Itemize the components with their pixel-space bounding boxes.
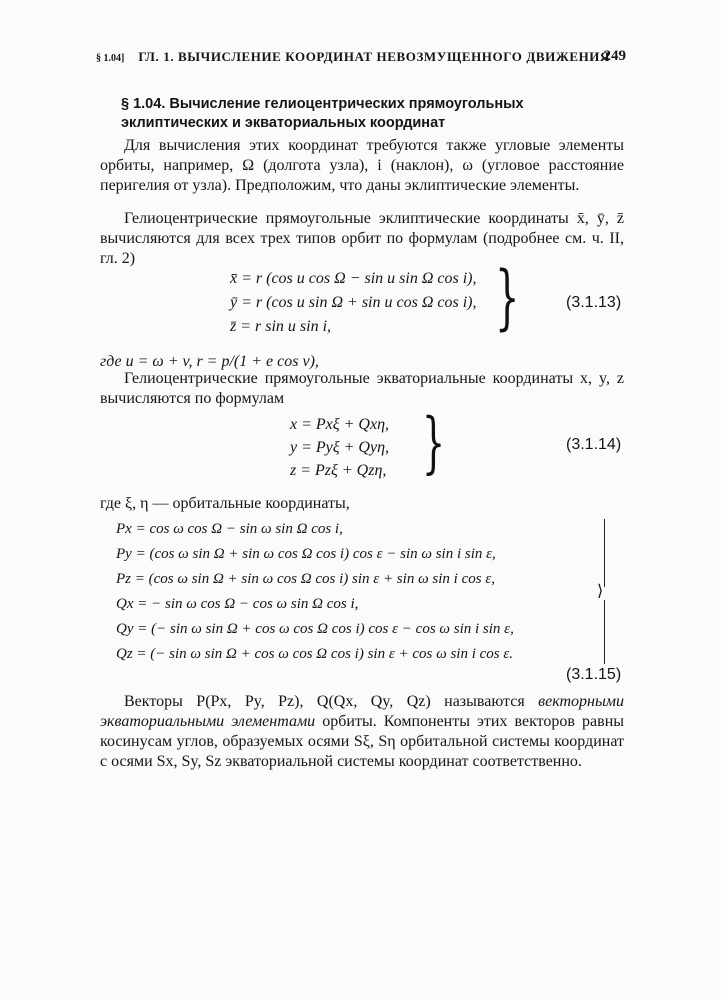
equation-line: Qy = (− sin ω sin Ω + cos ω cos Ω cos i) cos ε − cos ω sin i sin ε, (116, 621, 514, 637)
equation-line: ȳ = r (cos u sin Ω + sin u cos Ω cos i), (230, 294, 477, 311)
paragraph-6 (100, 692, 624, 772)
equation-line: Qz = (− sin ω sin Ω + cos ω cos Ω cos i) sin ε + cos ω sin i cos ε. (116, 646, 514, 662)
section-title-line-1: § 1.04. Вычисление гелиоцентрических прямоугольных (121, 96, 524, 112)
equation-line: z = Pzξ + Qzη, (290, 462, 387, 479)
paragraph-3: где u = ω + v, r = p/(1 + e cos v), (100, 353, 319, 370)
paragraph-6-emphasis: векторными экваториальными элементами (100, 693, 625, 730)
paragraph-6-end: орбиты. Компоненты этих векторов равны косинусам углов, образуемых осями Sξ, Sη орбитальной системы координат с осями Sx, Sy, Sz экваториальной системы координат соответственно. (100, 713, 625, 770)
equation-line: Py = (cos ω sin Ω + sin ω cos Ω cos i) cos ε − sin ω sin i sin ε, (116, 546, 496, 562)
page-number: 249 (603, 48, 626, 64)
running-header (96, 49, 626, 65)
section-title-line-2: эклиптических и экваториальных координат (121, 115, 446, 131)
header-chapter: ГЛ. 1. ВЫЧИСЛЕНИЕ КООРДИНАТ НЕВОЗМУЩЕННОГО ДВИЖЕНИЯ (138, 49, 610, 64)
paragraph-2: Гелиоцентрические прямоугольные эклиптические координаты x̄, ȳ, z̄ вычисляются для всех трех типов орбит по формулам (подробнее см. ч. II, гл. 2) (100, 210, 624, 267)
brace-lower-bar (604, 600, 605, 664)
right-brace: } (422, 404, 446, 481)
equation-line: x = Pxξ + Qxη, (290, 416, 390, 433)
equation-line: z̄ = r sin u sin i, (230, 318, 332, 335)
equation-line: x̄ = r (cos u cos Ω − sin u sin Ω cos i), (230, 270, 477, 287)
brace-tip: ⟩ (597, 581, 604, 600)
equation-number: (3.1.14) (566, 436, 622, 453)
equation-line: Px = cos ω cos Ω − sin ω sin Ω cos i, (116, 521, 343, 537)
equation-line: Qx = − sin ω cos Ω − cos ω sin Ω cos i, (116, 596, 359, 612)
equation-number: (3.1.13) (566, 294, 622, 311)
equation-line: Pz = (cos ω sin Ω + sin ω cos Ω cos i) sin ε + sin ω sin i cos ε, (116, 571, 495, 587)
right-brace: } (495, 256, 520, 338)
paragraph-5: где ξ, η — орбитальные координаты, (100, 495, 350, 512)
header-section: § 1.04] (96, 53, 125, 64)
paragraph-4: Гелиоцентрические прямоугольные экваториальные координаты x, y, z вычисляются по формулам (100, 370, 624, 407)
equation-line: y = Pyξ + Qyη, (290, 439, 390, 456)
paragraph-6-start: Векторы P(Px, Py, Pz), Q(Qx, Qy, Qz) называются (124, 693, 525, 710)
equation-number: (3.1.15) (566, 666, 622, 683)
paragraph-1: Для вычисления этих координат требуются также угловые элементы орбиты, например, Ω (долгота узла), i (наклон), ω (угловое расстояние перигелия от узла). Предположим, что даны эклиптические элементы. (100, 137, 624, 194)
section-title (121, 95, 611, 133)
brace-upper-bar (604, 519, 605, 587)
